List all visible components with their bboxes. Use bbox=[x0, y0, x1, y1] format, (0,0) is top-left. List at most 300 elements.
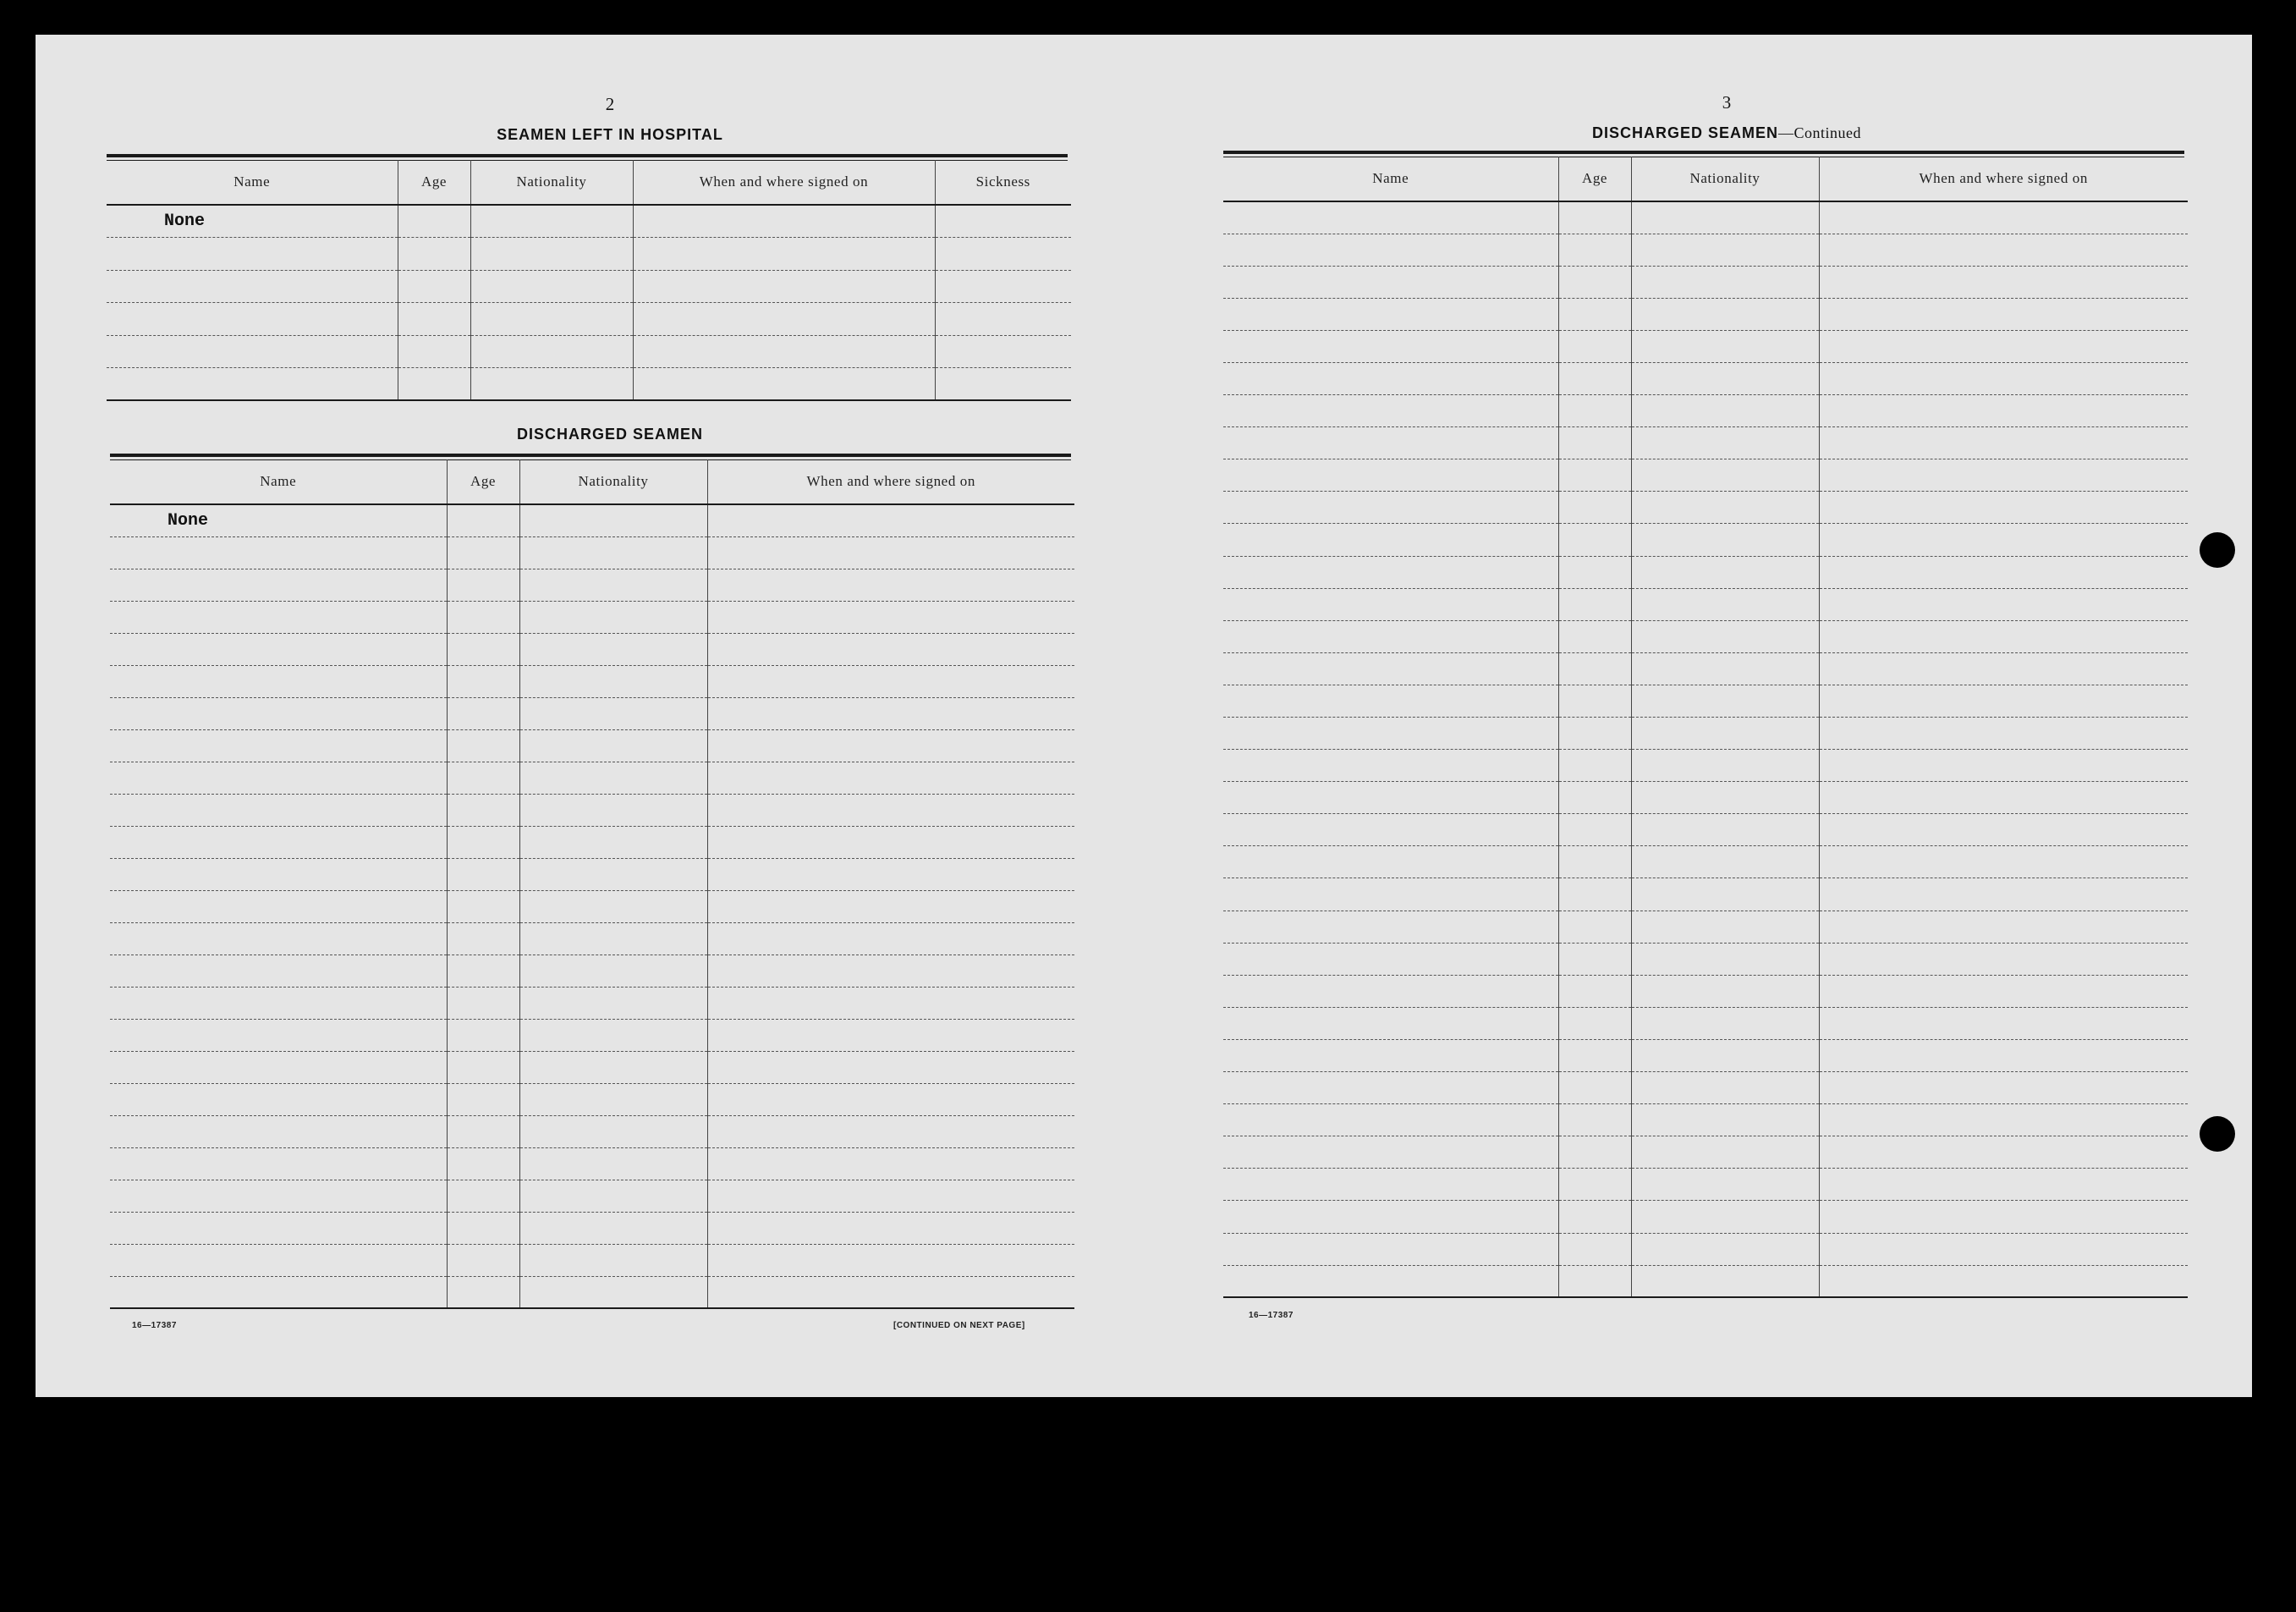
table-cell[interactable] bbox=[519, 1276, 707, 1308]
discharged-section-title: DISCHARGED SEAMEN bbox=[516, 426, 704, 443]
table-cell[interactable] bbox=[110, 1276, 447, 1308]
table-cell[interactable] bbox=[633, 303, 935, 336]
table-cell[interactable] bbox=[1223, 1201, 1558, 1233]
table-cell[interactable] bbox=[935, 205, 1071, 238]
table-cell[interactable] bbox=[707, 633, 1074, 665]
table-cell[interactable] bbox=[633, 270, 935, 303]
table-cell[interactable] bbox=[1631, 556, 1819, 588]
table-cell[interactable] bbox=[707, 1051, 1074, 1083]
table-cell[interactable] bbox=[447, 955, 519, 987]
table-cell[interactable] bbox=[1819, 1169, 2188, 1201]
table-cell[interactable] bbox=[519, 665, 707, 697]
table-cell[interactable] bbox=[447, 1180, 519, 1212]
table-cell[interactable] bbox=[470, 270, 633, 303]
table-cell[interactable] bbox=[1558, 234, 1631, 266]
table-cell[interactable] bbox=[1819, 427, 2188, 459]
table-cell[interactable] bbox=[110, 569, 447, 601]
table-cell[interactable] bbox=[1819, 943, 2188, 975]
table-cell[interactable] bbox=[707, 955, 1074, 987]
table-cell[interactable] bbox=[519, 987, 707, 1019]
table-cell[interactable] bbox=[1223, 1169, 1558, 1201]
table-cell[interactable] bbox=[1558, 362, 1631, 394]
table-cell[interactable] bbox=[447, 665, 519, 697]
table-cell[interactable] bbox=[1223, 298, 1558, 330]
column-header: Age bbox=[447, 459, 519, 504]
table-cell[interactable] bbox=[707, 826, 1074, 858]
table-cell[interactable] bbox=[707, 1019, 1074, 1051]
table-cell[interactable] bbox=[1223, 1007, 1558, 1039]
table-cell[interactable] bbox=[1558, 975, 1631, 1007]
table-cell[interactable] bbox=[935, 335, 1071, 368]
table-cell[interactable] bbox=[1819, 298, 2188, 330]
table-cell[interactable] bbox=[1631, 234, 1819, 266]
table-cell[interactable] bbox=[1819, 975, 2188, 1007]
table-cell[interactable] bbox=[1819, 492, 2188, 524]
table-cell[interactable] bbox=[1631, 1072, 1819, 1104]
table-cell[interactable] bbox=[633, 368, 935, 401]
table-cell[interactable] bbox=[107, 335, 398, 368]
table-cell[interactable] bbox=[1631, 911, 1819, 943]
table-cell[interactable] bbox=[707, 922, 1074, 955]
table-cell[interactable] bbox=[1558, 846, 1631, 878]
table-cell[interactable] bbox=[398, 270, 470, 303]
table-cell[interactable] bbox=[707, 504, 1074, 536]
table-row bbox=[107, 238, 1071, 271]
continued-title-suffix: —Continued bbox=[1778, 124, 1862, 141]
table-cell[interactable] bbox=[110, 1115, 447, 1147]
table-cell[interactable] bbox=[110, 826, 447, 858]
table-cell[interactable] bbox=[519, 858, 707, 890]
table-cell[interactable] bbox=[1631, 201, 1819, 234]
table-row bbox=[110, 569, 1074, 601]
table-row bbox=[110, 794, 1074, 826]
table-cell[interactable] bbox=[1558, 1169, 1631, 1201]
table-cell[interactable] bbox=[447, 1019, 519, 1051]
table-cell[interactable] bbox=[707, 601, 1074, 633]
table-cell[interactable] bbox=[1558, 878, 1631, 911]
table-cell[interactable] bbox=[398, 368, 470, 401]
table-cell[interactable] bbox=[110, 1147, 447, 1180]
table-cell[interactable] bbox=[1631, 588, 1819, 620]
table-cell[interactable] bbox=[707, 1244, 1074, 1276]
table-cell[interactable] bbox=[1223, 750, 1558, 782]
table-cell[interactable] bbox=[1819, 1265, 2188, 1297]
table-cell[interactable] bbox=[707, 1083, 1074, 1115]
table-cell[interactable] bbox=[1558, 459, 1631, 492]
table-cell[interactable] bbox=[1223, 685, 1558, 717]
table-cell[interactable] bbox=[1631, 1265, 1819, 1297]
table-cell[interactable] bbox=[1819, 1039, 2188, 1071]
table-cell[interactable] bbox=[1558, 298, 1631, 330]
table-cell[interactable] bbox=[447, 1083, 519, 1115]
table-cell[interactable] bbox=[519, 729, 707, 762]
table-cell[interactable] bbox=[110, 665, 447, 697]
table-cell[interactable] bbox=[107, 303, 398, 336]
table-cell[interactable] bbox=[1558, 718, 1631, 750]
table-row bbox=[1223, 427, 2188, 459]
table-cell[interactable] bbox=[1819, 362, 2188, 394]
table-cell[interactable] bbox=[1558, 1104, 1631, 1136]
table-cell[interactable] bbox=[398, 303, 470, 336]
table-cell[interactable] bbox=[447, 1212, 519, 1244]
table-cell[interactable] bbox=[1558, 943, 1631, 975]
table-cell[interactable] bbox=[1223, 1072, 1558, 1104]
table-row bbox=[107, 368, 1071, 401]
table-cell[interactable] bbox=[707, 1276, 1074, 1308]
table-cell[interactable] bbox=[707, 1115, 1074, 1147]
table-cell[interactable] bbox=[1558, 588, 1631, 620]
table-cell[interactable] bbox=[1819, 395, 2188, 427]
table-cell[interactable] bbox=[1223, 234, 1558, 266]
column-header: When and where signed on bbox=[633, 160, 935, 205]
table-cell[interactable] bbox=[447, 1147, 519, 1180]
table-cell[interactable] bbox=[1223, 1136, 1558, 1169]
table-cell[interactable] bbox=[519, 1180, 707, 1212]
table-cell[interactable] bbox=[1631, 620, 1819, 652]
table-cell[interactable] bbox=[1631, 459, 1819, 492]
table-cell[interactable] bbox=[1558, 1265, 1631, 1297]
table-cell[interactable] bbox=[519, 955, 707, 987]
table-cell[interactable] bbox=[519, 1212, 707, 1244]
table-cell[interactable] bbox=[707, 569, 1074, 601]
table-cell[interactable] bbox=[519, 697, 707, 729]
table-cell[interactable] bbox=[1558, 750, 1631, 782]
table-cell[interactable] bbox=[1819, 878, 2188, 911]
table-row bbox=[1223, 524, 2188, 556]
table-row bbox=[107, 270, 1071, 303]
table-cell[interactable] bbox=[1558, 1072, 1631, 1104]
table-cell[interactable] bbox=[1558, 1039, 1631, 1071]
table-cell[interactable] bbox=[519, 1051, 707, 1083]
table-cell[interactable] bbox=[1631, 878, 1819, 911]
continued-note: [CONTINUED ON NEXT PAGE] bbox=[893, 1321, 1025, 1330]
table-cell[interactable] bbox=[1631, 846, 1819, 878]
table-cell[interactable] bbox=[1819, 1072, 2188, 1104]
page-number-left: 2 bbox=[605, 94, 615, 114]
table-cell[interactable] bbox=[1819, 266, 2188, 298]
table-cell[interactable] bbox=[1819, 750, 2188, 782]
table-cell[interactable] bbox=[1631, 298, 1819, 330]
table-cell[interactable] bbox=[1223, 395, 1558, 427]
table-cell[interactable] bbox=[1631, 1136, 1819, 1169]
table-cell[interactable] bbox=[1631, 782, 1819, 814]
table-cell[interactable] bbox=[1558, 782, 1631, 814]
table-cell[interactable] bbox=[1558, 911, 1631, 943]
table-cell[interactable] bbox=[1223, 1265, 1558, 1297]
document-sheet bbox=[36, 35, 2252, 1397]
table-cell[interactable] bbox=[1223, 201, 1558, 234]
table-cell[interactable]: None bbox=[107, 205, 398, 238]
table-cell[interactable] bbox=[1223, 911, 1558, 943]
column-header: Nationality bbox=[1631, 157, 1819, 201]
table-cell[interactable] bbox=[707, 794, 1074, 826]
table-cell[interactable] bbox=[1819, 814, 2188, 846]
table-cell[interactable] bbox=[1223, 1104, 1558, 1136]
table-cell[interactable] bbox=[110, 1051, 447, 1083]
table-cell[interactable] bbox=[110, 890, 447, 922]
table-row bbox=[107, 205, 1071, 238]
table-cell[interactable] bbox=[1223, 652, 1558, 685]
table-cell[interactable] bbox=[107, 238, 398, 271]
table-cell[interactable] bbox=[1819, 1233, 2188, 1265]
table-cell[interactable] bbox=[1819, 652, 2188, 685]
table-cell[interactable] bbox=[447, 922, 519, 955]
table-cell[interactable] bbox=[447, 504, 519, 536]
table-cell[interactable] bbox=[1631, 1007, 1819, 1039]
table-cell[interactable] bbox=[398, 205, 470, 238]
table-cell[interactable] bbox=[707, 1147, 1074, 1180]
table-cell[interactable] bbox=[707, 890, 1074, 922]
table-cell[interactable] bbox=[633, 205, 935, 238]
table-cell[interactable] bbox=[110, 858, 447, 890]
table-cell[interactable] bbox=[1223, 846, 1558, 878]
table-cell[interactable] bbox=[1819, 524, 2188, 556]
table-cell[interactable] bbox=[1223, 362, 1558, 394]
right-page bbox=[1223, 35, 2230, 1372]
table-cell[interactable] bbox=[1223, 524, 1558, 556]
table-cell[interactable] bbox=[935, 238, 1071, 271]
table-cell[interactable] bbox=[519, 1244, 707, 1276]
table-cell[interactable] bbox=[1558, 1007, 1631, 1039]
table-cell[interactable] bbox=[1819, 718, 2188, 750]
table-cell[interactable] bbox=[1558, 685, 1631, 717]
table-cell[interactable] bbox=[470, 205, 633, 238]
table-cell[interactable] bbox=[519, 922, 707, 955]
table-cell[interactable] bbox=[1223, 1039, 1558, 1071]
table-cell[interactable] bbox=[1819, 620, 2188, 652]
table-cell[interactable] bbox=[1223, 814, 1558, 846]
table-cell[interactable] bbox=[519, 890, 707, 922]
table-cell[interactable] bbox=[470, 335, 633, 368]
column-header: Name bbox=[107, 160, 398, 205]
table-cell[interactable] bbox=[519, 536, 707, 569]
table-cell[interactable] bbox=[1558, 492, 1631, 524]
table-cell[interactable] bbox=[1631, 1104, 1819, 1136]
table-cell[interactable] bbox=[447, 826, 519, 858]
form-number-left: 16—17387 bbox=[132, 1321, 177, 1330]
discharged-body bbox=[110, 504, 1074, 1308]
table-cell[interactable] bbox=[1819, 782, 2188, 814]
table-cell[interactable] bbox=[447, 536, 519, 569]
table-cell[interactable] bbox=[110, 794, 447, 826]
table-cell[interactable] bbox=[707, 536, 1074, 569]
table-cell[interactable] bbox=[110, 762, 447, 794]
table-cell[interactable] bbox=[1819, 556, 2188, 588]
table-cell[interactable] bbox=[447, 729, 519, 762]
table-cell[interactable] bbox=[447, 633, 519, 665]
table-cell[interactable]: None bbox=[110, 504, 447, 536]
table-cell[interactable] bbox=[447, 858, 519, 890]
table-cell[interactable] bbox=[1819, 588, 2188, 620]
table-cell[interactable] bbox=[398, 335, 470, 368]
table-cell[interactable] bbox=[1819, 1201, 2188, 1233]
table-cell[interactable] bbox=[633, 335, 935, 368]
table-cell[interactable] bbox=[1558, 814, 1631, 846]
table-cell[interactable] bbox=[1558, 1201, 1631, 1233]
table-cell[interactable] bbox=[1558, 652, 1631, 685]
table-cell[interactable] bbox=[110, 1244, 447, 1276]
table-cell[interactable] bbox=[1819, 1136, 2188, 1169]
table-cell[interactable] bbox=[707, 697, 1074, 729]
table-cell[interactable] bbox=[110, 1083, 447, 1115]
table-cell[interactable] bbox=[1223, 943, 1558, 975]
table-cell[interactable] bbox=[1631, 1169, 1819, 1201]
table-row bbox=[110, 922, 1074, 955]
table-cell[interactable] bbox=[1819, 685, 2188, 717]
table-cell[interactable] bbox=[110, 633, 447, 665]
table-cell[interactable] bbox=[519, 1083, 707, 1115]
table-cell[interactable] bbox=[1631, 492, 1819, 524]
table-cell[interactable] bbox=[1631, 1233, 1819, 1265]
table-cell[interactable] bbox=[519, 1115, 707, 1147]
table-cell[interactable] bbox=[633, 238, 935, 271]
table-cell[interactable] bbox=[1631, 814, 1819, 846]
table-cell[interactable] bbox=[447, 987, 519, 1019]
table-cell[interactable] bbox=[707, 1180, 1074, 1212]
column-header: Age bbox=[1558, 157, 1631, 201]
table-cell[interactable] bbox=[1558, 620, 1631, 652]
table-cell[interactable] bbox=[1223, 427, 1558, 459]
table-cell[interactable] bbox=[1558, 427, 1631, 459]
table-cell[interactable] bbox=[447, 697, 519, 729]
table-cell[interactable] bbox=[1819, 201, 2188, 234]
table-cell[interactable] bbox=[1819, 330, 2188, 362]
table-cell[interactable] bbox=[1631, 524, 1819, 556]
table-cell[interactable] bbox=[1631, 1201, 1819, 1233]
table-cell[interactable] bbox=[110, 601, 447, 633]
table-cell[interactable] bbox=[470, 368, 633, 401]
table-cell[interactable] bbox=[1819, 911, 2188, 943]
table-cell[interactable] bbox=[1558, 395, 1631, 427]
table-cell[interactable] bbox=[447, 1276, 519, 1308]
table-cell[interactable] bbox=[1631, 652, 1819, 685]
table-row bbox=[110, 1212, 1074, 1244]
table-cell[interactable] bbox=[1631, 750, 1819, 782]
table-cell[interactable] bbox=[470, 303, 633, 336]
table-cell[interactable] bbox=[519, 504, 707, 536]
table-cell[interactable] bbox=[1223, 1233, 1558, 1265]
table-cell[interactable] bbox=[1223, 330, 1558, 362]
table-cell[interactable] bbox=[447, 569, 519, 601]
table-cell[interactable] bbox=[519, 569, 707, 601]
table-cell[interactable] bbox=[1223, 718, 1558, 750]
table-cell[interactable] bbox=[1223, 556, 1558, 588]
table-cell[interactable] bbox=[1819, 459, 2188, 492]
table-cell[interactable] bbox=[1223, 588, 1558, 620]
table-cell[interactable] bbox=[1558, 1136, 1631, 1169]
table-cell[interactable] bbox=[1631, 362, 1819, 394]
table-cell[interactable] bbox=[110, 1019, 447, 1051]
table-cell[interactable] bbox=[447, 1244, 519, 1276]
table-cell[interactable] bbox=[1223, 878, 1558, 911]
table-cell[interactable] bbox=[1631, 427, 1819, 459]
table-cell[interactable] bbox=[1631, 266, 1819, 298]
table-cell[interactable] bbox=[110, 729, 447, 762]
table-cell[interactable] bbox=[1223, 492, 1558, 524]
table-row bbox=[1223, 492, 2188, 524]
table-cell[interactable] bbox=[1223, 782, 1558, 814]
table-row bbox=[1223, 782, 2188, 814]
table-cell[interactable] bbox=[519, 1019, 707, 1051]
table-cell[interactable] bbox=[110, 1212, 447, 1244]
table-cell[interactable] bbox=[935, 270, 1071, 303]
table-cell[interactable] bbox=[1558, 556, 1631, 588]
table-cell[interactable] bbox=[1558, 330, 1631, 362]
table-row bbox=[1223, 814, 2188, 846]
table-cell[interactable] bbox=[1819, 1104, 2188, 1136]
table-cell[interactable] bbox=[1631, 718, 1819, 750]
table-cell[interactable] bbox=[110, 536, 447, 569]
table-cell[interactable] bbox=[447, 794, 519, 826]
table-cell[interactable] bbox=[935, 368, 1071, 401]
table-cell[interactable] bbox=[1558, 201, 1631, 234]
table-cell[interactable] bbox=[1223, 975, 1558, 1007]
table-cell[interactable] bbox=[470, 238, 633, 271]
table-cell[interactable] bbox=[447, 762, 519, 794]
table-cell[interactable] bbox=[1223, 266, 1558, 298]
table-cell[interactable] bbox=[519, 1147, 707, 1180]
table-cell[interactable] bbox=[1631, 685, 1819, 717]
table-cell[interactable] bbox=[1819, 1007, 2188, 1039]
table-cell[interactable] bbox=[1819, 846, 2188, 878]
table-cell[interactable] bbox=[447, 890, 519, 922]
table-cell[interactable] bbox=[935, 303, 1071, 336]
table-cell[interactable] bbox=[707, 762, 1074, 794]
table-cell[interactable] bbox=[519, 826, 707, 858]
table-cell[interactable] bbox=[519, 794, 707, 826]
table-cell[interactable] bbox=[1631, 1039, 1819, 1071]
page-number-right: 3 bbox=[1722, 92, 1732, 113]
table-row bbox=[110, 697, 1074, 729]
table-cell[interactable] bbox=[447, 1115, 519, 1147]
continued-body bbox=[1223, 201, 2188, 1297]
table-cell[interactable] bbox=[519, 762, 707, 794]
table-cell[interactable] bbox=[707, 665, 1074, 697]
table-cell[interactable] bbox=[1631, 943, 1819, 975]
table-cell[interactable] bbox=[1631, 975, 1819, 1007]
table-cell[interactable] bbox=[447, 601, 519, 633]
table-cell[interactable] bbox=[519, 633, 707, 665]
table-cell[interactable] bbox=[1819, 234, 2188, 266]
table-row bbox=[110, 729, 1074, 762]
table-cell[interactable] bbox=[110, 1180, 447, 1212]
table-cell[interactable] bbox=[110, 955, 447, 987]
table-cell[interactable] bbox=[110, 922, 447, 955]
table-cell[interactable] bbox=[107, 368, 398, 401]
table-cell[interactable] bbox=[110, 697, 447, 729]
table-cell[interactable] bbox=[1631, 395, 1819, 427]
table-cell[interactable] bbox=[1223, 620, 1558, 652]
table-cell[interactable] bbox=[707, 729, 1074, 762]
table-row bbox=[110, 1115, 1074, 1147]
table-cell[interactable] bbox=[519, 601, 707, 633]
table-cell[interactable] bbox=[1558, 524, 1631, 556]
table-cell[interactable] bbox=[1558, 266, 1631, 298]
table-cell[interactable] bbox=[447, 1051, 519, 1083]
table-cell[interactable] bbox=[1223, 459, 1558, 492]
table-cell[interactable] bbox=[707, 858, 1074, 890]
punch-hole bbox=[2200, 1116, 2235, 1152]
table-cell[interactable] bbox=[1558, 1233, 1631, 1265]
table-cell[interactable] bbox=[1631, 330, 1819, 362]
table-cell[interactable] bbox=[110, 987, 447, 1019]
table-cell[interactable] bbox=[707, 987, 1074, 1019]
table-row bbox=[1223, 750, 2188, 782]
table-cell[interactable] bbox=[107, 270, 398, 303]
table-row bbox=[110, 890, 1074, 922]
table-cell[interactable] bbox=[398, 238, 470, 271]
table-cell[interactable] bbox=[707, 1212, 1074, 1244]
